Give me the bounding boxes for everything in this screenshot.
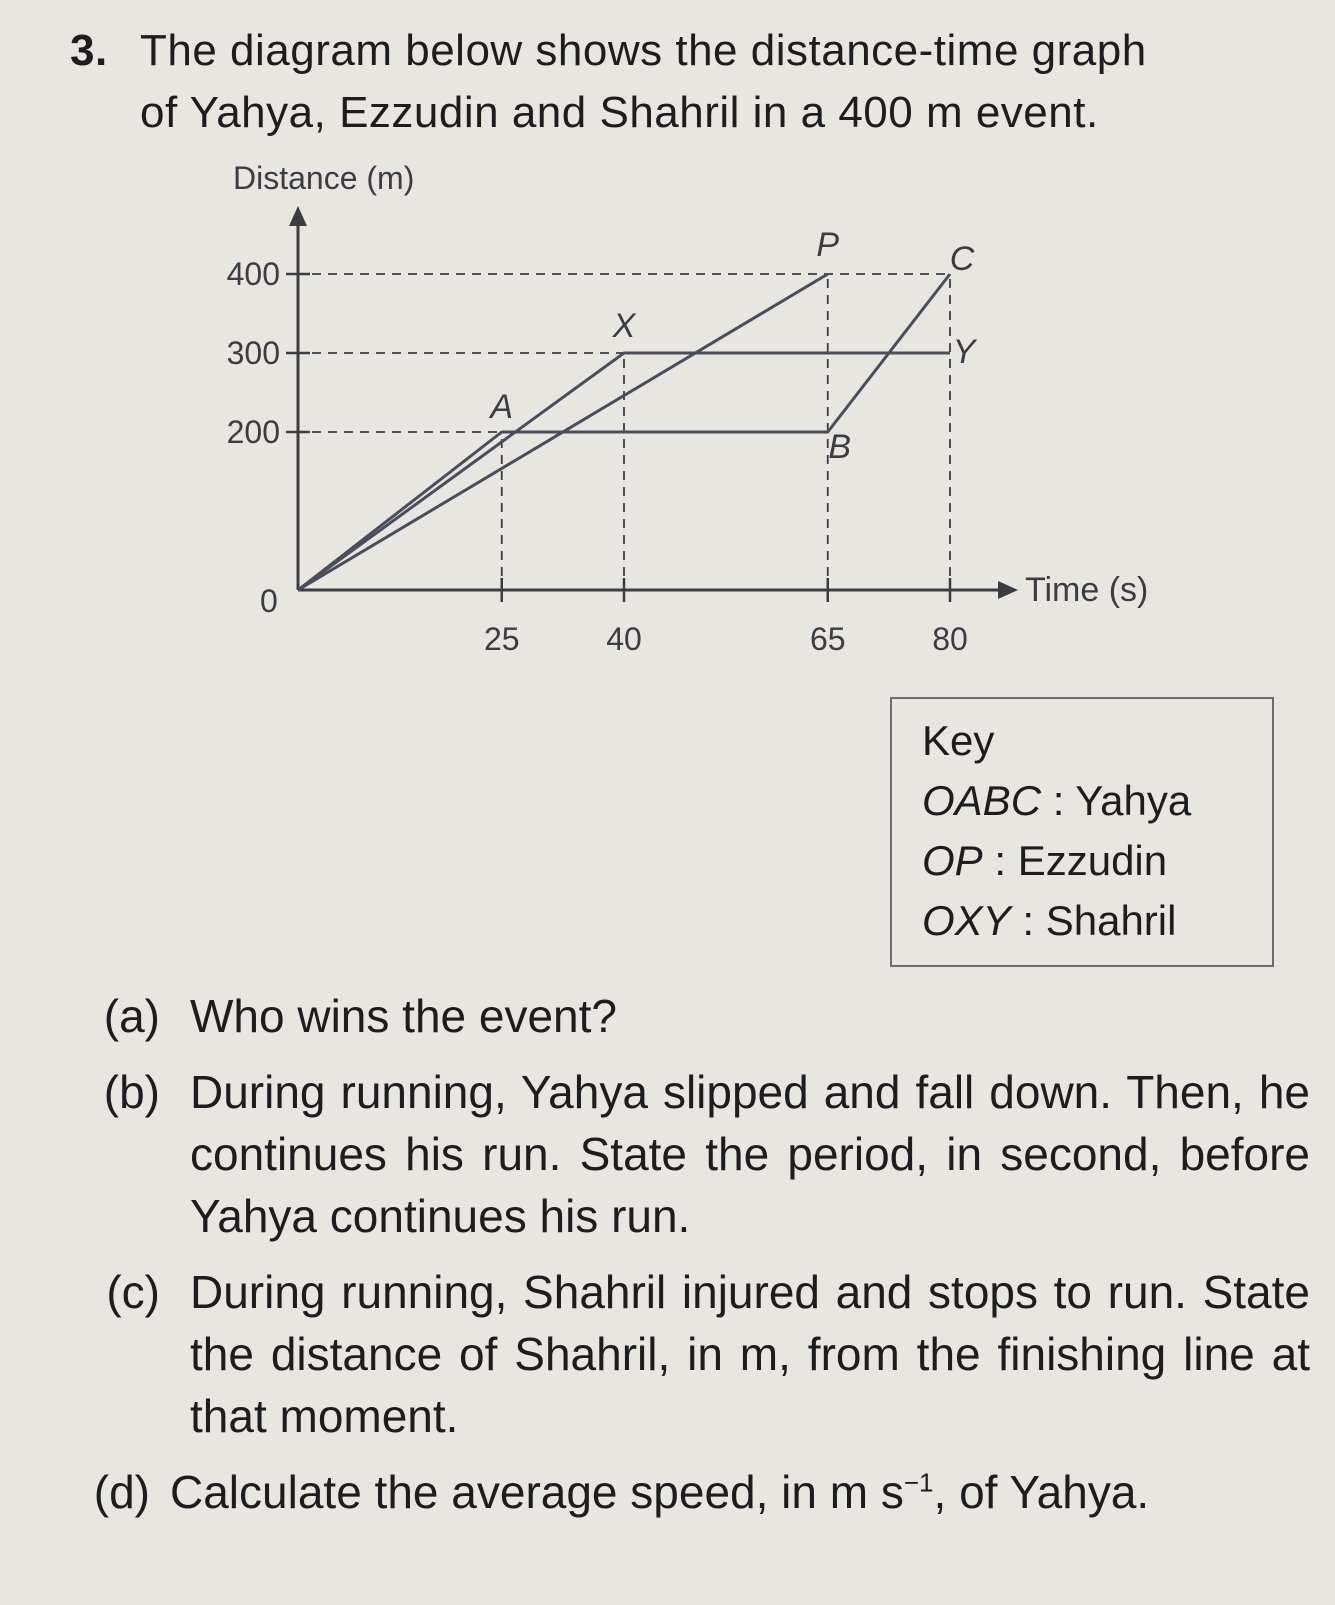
sub-question-text: During running, Shahril injured and stops to run. State the distance of Shahril, in m, from the finishing line at that moment. [190, 1266, 1310, 1442]
point-label: A [490, 388, 514, 426]
key-sep: : [1010, 897, 1046, 944]
sub-question-label: (c) [106, 1266, 160, 1318]
key-title: Key [922, 717, 995, 764]
x-tick-label: 25 [483, 621, 520, 657]
sub-question-b [40, 1061, 1310, 1247]
y-tick-label: 400 [226, 256, 280, 292]
key-sep: : [982, 837, 1018, 884]
x-tick-label: 40 [606, 621, 642, 657]
question-intro [70, 20, 1270, 144]
key-item-ezzudin [922, 831, 1272, 891]
point-label: B [828, 428, 852, 466]
question-intro-line-1: The diagram below shows the distance-time graph [140, 26, 1147, 75]
key-name: Shahril [1045, 897, 1177, 944]
unit-exponent: −1 [903, 1467, 934, 1498]
key-box [890, 697, 1274, 967]
key-code: OXY [922, 897, 1011, 944]
key-item-shahril [922, 891, 1272, 951]
point-label: P [816, 226, 840, 264]
key-code: OABC [922, 777, 1042, 824]
y-axis-label: Distance (m) [233, 160, 415, 196]
question-intro-line-2: of Yahya, Ezzudin and Shahril in a 400 m event. [140, 88, 1099, 137]
point-label: Y [952, 333, 976, 371]
sub-question-label: (d) [93, 1466, 150, 1518]
sub-question-label: (b) [103, 1066, 160, 1118]
key-item-yahya [922, 771, 1272, 831]
sub-question-text-end: , of Yahya. [933, 1466, 1150, 1518]
x-tick-label: 80 [932, 621, 968, 657]
distance-time-graph [150, 150, 1200, 670]
point-label: C [949, 240, 975, 278]
sub-question-text: During running, Yahya slipped and fall down. Then, he continues his run. State the period, in second, before Yahya continues his run. [190, 1066, 1310, 1242]
key-name: Yahya [1075, 777, 1192, 824]
sub-question-d [40, 1461, 1310, 1523]
origin-label: 0 [260, 583, 278, 619]
y-tick-label: 200 [226, 414, 280, 450]
sub-questions [40, 985, 1310, 1537]
question-number: 3. [70, 26, 108, 75]
sub-question-text: Who wins the event? [190, 990, 618, 1042]
key-sep: : [1041, 777, 1076, 824]
sub-question-text-start: Calculate the average speed, in m s [170, 1466, 904, 1518]
key-name: Ezzudin [1017, 837, 1168, 884]
y-tick-label: 300 [226, 335, 280, 371]
sub-question-a [40, 985, 1310, 1047]
x-axis-label: Time (s) [1025, 571, 1149, 609]
x-axis-arrowhead [998, 581, 1018, 599]
key-code: OP [922, 837, 983, 884]
y-axis-arrowhead [289, 206, 307, 226]
sub-question-text [170, 1461, 1310, 1523]
x-tick-label: 65 [809, 621, 846, 657]
point-label: X [612, 307, 636, 345]
sub-question-c [40, 1261, 1310, 1447]
sub-question-label: (a) [103, 990, 160, 1042]
